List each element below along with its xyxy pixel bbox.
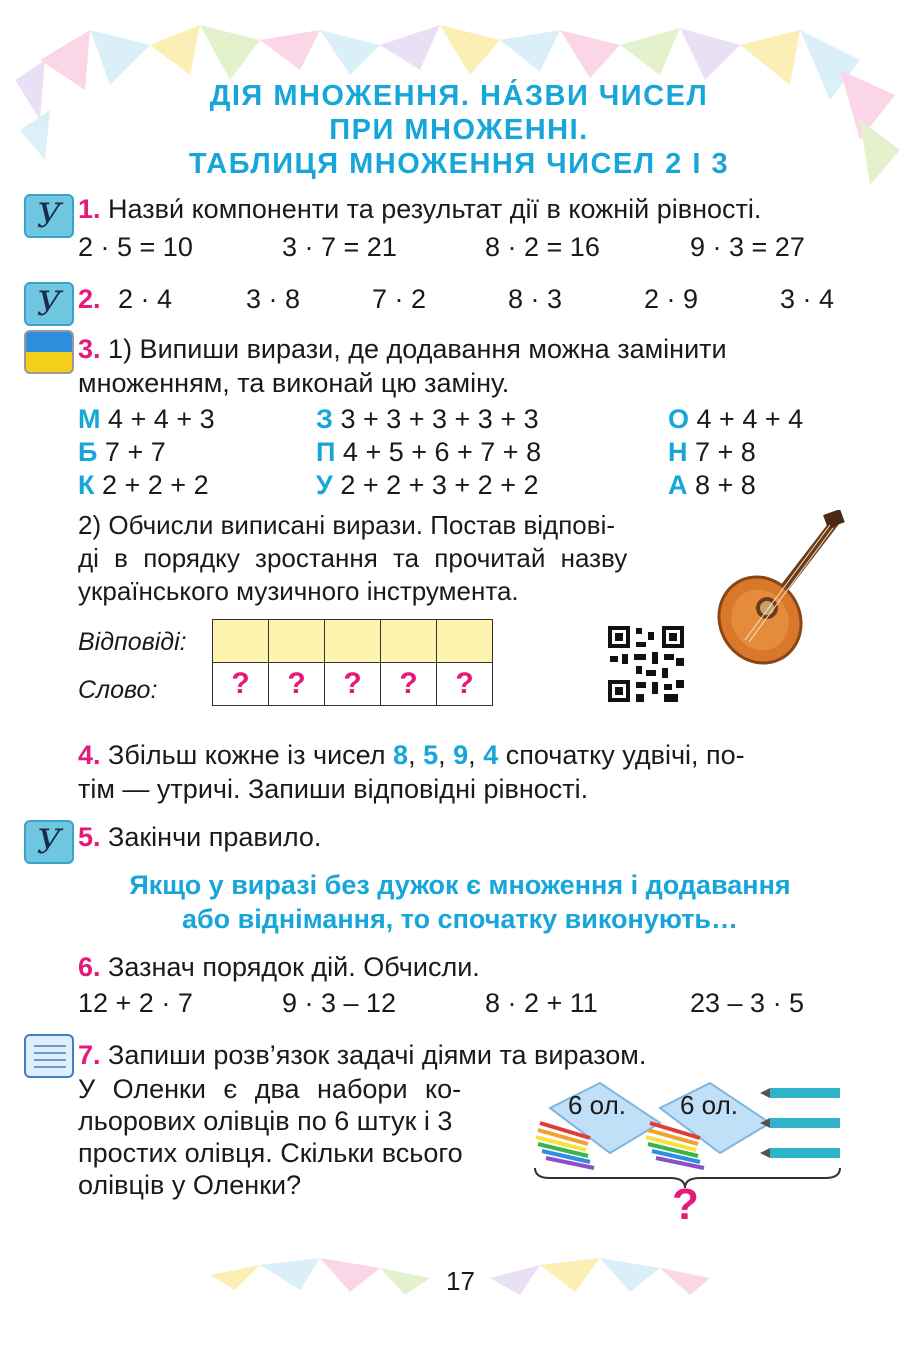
box-label-2: 6 ол. xyxy=(680,1090,738,1120)
title-line-3: ТАБЛИЦЯ МНОЖЕННЯ ЧИСЕЛ 2 І 3 xyxy=(188,148,730,180)
task-4-line-1: 4. Збільш кожне із чисел 8, 5, 9, 4 спочатку удвічі, по- xyxy=(78,740,745,770)
answer-cell[interactable] xyxy=(437,620,493,663)
qr-code-icon[interactable] xyxy=(606,624,686,704)
word-label: Слово: xyxy=(78,676,158,704)
task-1-eq-2: 3 · 7 = 21 xyxy=(282,232,397,262)
question-mark: ? xyxy=(672,1180,699,1229)
answer-cell[interactable] xyxy=(213,620,269,663)
title-line-1: ДІЯ МНОЖЕННЯ. НА́ЗВИ ЧИСЕЛ xyxy=(209,80,709,112)
task-6-item: 9 · 3 – 12 xyxy=(282,988,397,1018)
task-2-item: 2 · 9 xyxy=(644,284,699,314)
expr-item xyxy=(316,437,541,468)
task-7-line: олівців у Оленки? xyxy=(78,1170,302,1200)
oral-task-icon: У xyxy=(24,282,74,326)
task-3-line-2: множенням, та виконай цю заміну. xyxy=(78,368,510,398)
task-2-row xyxy=(78,284,101,315)
ukraine-flag-icon xyxy=(24,330,74,374)
task-4-number-value: 5 xyxy=(423,740,439,770)
notebook-icon xyxy=(24,1034,74,1078)
task-1-eq-3: 8 · 2 = 16 xyxy=(485,232,600,262)
task-2-item: 3 · 8 xyxy=(246,284,301,314)
task-5-number: 5. xyxy=(78,822,101,852)
expr-item xyxy=(78,470,209,501)
task-2-number: 2. xyxy=(78,284,101,314)
task-7-heading xyxy=(78,1040,646,1071)
expr-letter: П xyxy=(316,437,336,467)
oral-task-icon: У xyxy=(24,820,74,864)
word-cell[interactable]: ? xyxy=(213,663,269,706)
expr-letter: О xyxy=(668,404,690,434)
task-1-eq-4: 9 · 3 = 27 xyxy=(690,232,805,262)
task-7-line: У Оленки є два набори ко- xyxy=(78,1074,462,1104)
expr-item xyxy=(316,470,538,501)
word-cell[interactable]: ? xyxy=(381,663,437,706)
task-2-item: 8 · 3 xyxy=(508,284,563,314)
task-6-heading xyxy=(78,952,480,983)
word-cell[interactable]: ? xyxy=(437,663,493,706)
lute-illustration xyxy=(715,510,845,670)
answer-cell[interactable] xyxy=(381,620,437,663)
expr-letter: Б xyxy=(78,437,98,467)
expr-letter: З xyxy=(316,404,333,434)
task-6-number: 6. xyxy=(78,952,101,982)
expr-value: 4 + 4 + 3 xyxy=(108,404,215,434)
task-1-eq-1: 2 · 5 = 10 xyxy=(78,232,193,262)
box-label-1: 6 ол. xyxy=(568,1090,626,1120)
expr-letter: К xyxy=(78,470,95,500)
task-5-text: Закінчи правило. xyxy=(108,822,322,852)
task-3-number: 3. xyxy=(78,334,101,364)
task-2-item: 7 · 2 xyxy=(372,284,427,314)
expr-item xyxy=(668,437,756,468)
task-3-text: 1) Випиши вирази, де додавання можна замінити xyxy=(108,334,727,364)
task-6-item: 12 + 2 · 7 xyxy=(78,988,193,1018)
expr-value: 4 + 4 + 4 xyxy=(696,404,804,434)
expr-value: 2 + 2 + 3 + 2 + 2 xyxy=(340,470,539,500)
expr-value: 2 + 2 + 2 xyxy=(102,470,209,500)
title-line-2: ПРИ МНОЖЕННІ. xyxy=(329,114,589,146)
expr-letter: А xyxy=(668,470,688,500)
task-4-line-2: тім — утричі. Запиши відповідні рівності. xyxy=(78,774,589,804)
task-7-number: 7. xyxy=(78,1040,101,1070)
task-5-heading xyxy=(78,822,321,853)
rule-line-2: або віднімання, то спочатку виконують… xyxy=(181,904,739,934)
expr-item xyxy=(668,470,756,501)
task-1-number: 1. xyxy=(78,194,101,224)
task-7-line: простих олівця. Скільки всього xyxy=(78,1138,463,1168)
task-1-heading xyxy=(78,194,761,225)
expr-item xyxy=(78,404,215,435)
task-3-part2-line-2: ді в порядку зростання та прочитай назву xyxy=(78,543,628,573)
task-4-number-value: 8 xyxy=(393,740,409,770)
expr-item xyxy=(78,437,166,468)
oral-task-icon: У xyxy=(24,194,74,238)
task-6-text: Зазнач порядок дій. Обчисли. xyxy=(108,952,480,982)
task-1-text: Назви́ компоненти та результат дії в кожній рівності. xyxy=(108,194,762,224)
expr-value: 7 + 8 xyxy=(695,437,756,467)
task-2-item: 2 · 4 xyxy=(118,284,173,314)
page-number: 17 xyxy=(446,1266,475,1296)
expr-letter: Н xyxy=(668,437,688,467)
answers-label: Відповіді: xyxy=(78,628,187,656)
task-3-line-1 xyxy=(78,334,727,365)
task-3-part2-line-3: українського музичного інструмента. xyxy=(78,576,519,606)
answer-table xyxy=(212,619,493,706)
expr-letter: У xyxy=(316,470,333,500)
answer-cell[interactable] xyxy=(325,620,381,663)
notebook-lines xyxy=(26,1036,72,1076)
task-7-text: Запиши розв’язок задачі діями та виразом. xyxy=(108,1040,647,1070)
expr-item xyxy=(668,404,803,435)
task-4-number: 4. xyxy=(78,740,101,770)
expr-value: 3 + 3 + 3 + 3 + 3 xyxy=(340,404,539,434)
task-4-text: Збільш кожне із чисел xyxy=(108,740,386,770)
task-6-item: 23 – 3 · 5 xyxy=(690,988,805,1018)
task-7-line: льорових олівців по 6 штук і 3 xyxy=(78,1106,453,1136)
word-cell[interactable]: ? xyxy=(269,663,325,706)
word-cell[interactable]: ? xyxy=(325,663,381,706)
expr-letter: М xyxy=(78,404,101,434)
expr-value: 7 + 7 xyxy=(104,437,166,467)
expr-item xyxy=(316,404,539,435)
task-2-item: 3 · 4 xyxy=(780,284,835,314)
task-4-number-value: 9 xyxy=(453,740,469,770)
task-4-text: спочатку удвічі, по- xyxy=(505,740,745,770)
expr-value: 4 + 5 + 6 + 7 + 8 xyxy=(342,437,542,467)
expr-value: 8 + 8 xyxy=(695,470,756,500)
rule-line-1: Якщо у виразі без дужок є множення і додавання xyxy=(129,870,791,900)
task-4-number-value: 4 xyxy=(483,740,499,770)
simple-pencils xyxy=(760,1088,840,1158)
task-3-part2-line-1: 2) Обчисли виписані вирази. Постав відпові- xyxy=(78,510,615,540)
task-6-item: 8 · 2 + 11 xyxy=(485,988,598,1018)
answer-cell[interactable] xyxy=(269,620,325,663)
